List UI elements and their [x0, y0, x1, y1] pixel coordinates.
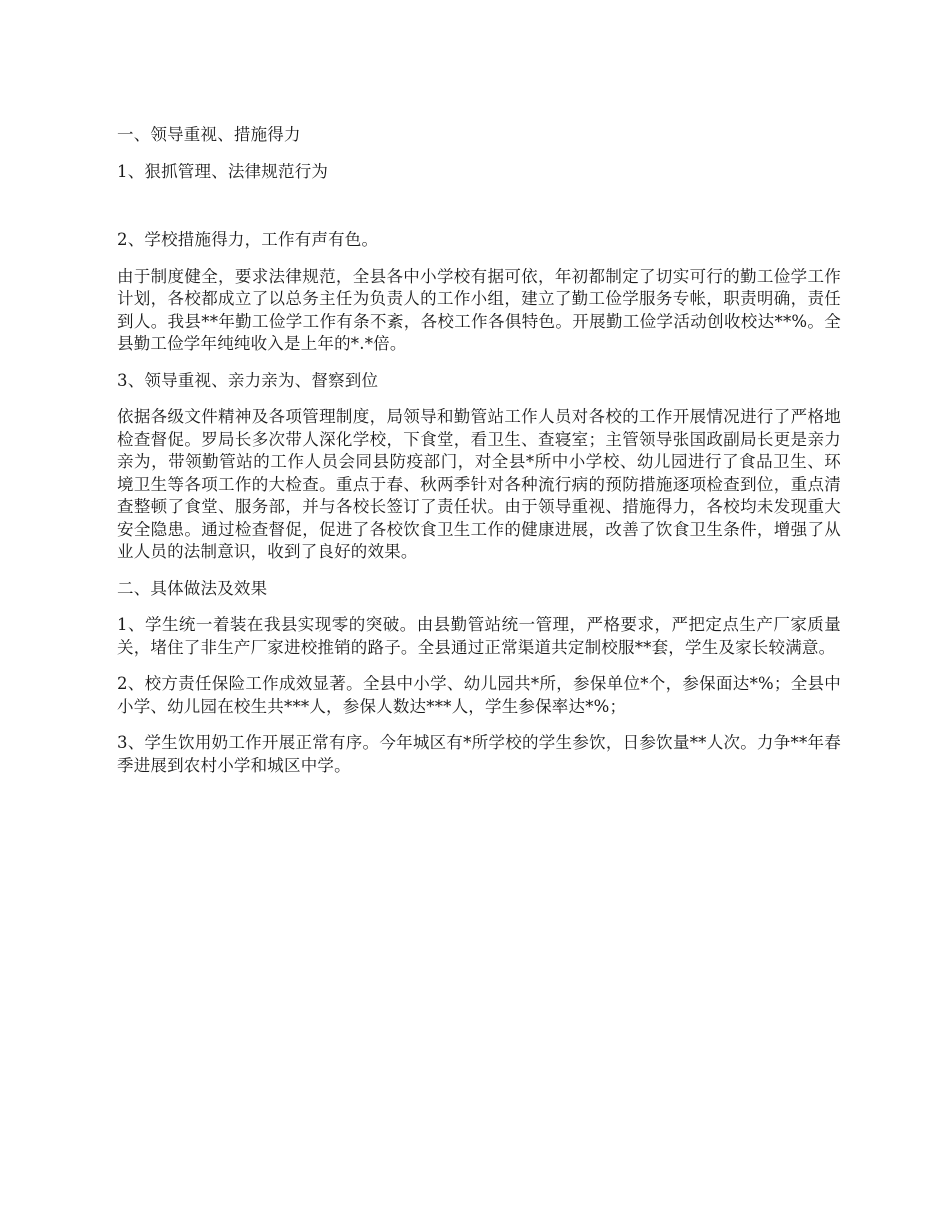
spacer	[117, 600, 841, 614]
item-3-paragraph: 依据各级文件精神及各项管理制度，局领导和勤管站工作人员对各校的工作开展情况进行了严格地检查督促。罗局长多次带人深化学校，下食堂，看卫生、查寝室；主管领导张国政副局长更是亲力亲为，带领勤管站的工作人员会同县防疫部门，对全县*所中小学校、幼儿园进行了食品卫生、环境卫生等各项工作的大检查。重点于春、秋两季针对各种流行病的预防措施逐项检查到位，重点清查整顿了食堂、服务部，并与各校长签订了责任状。由于领导重视、措施得力，各校均未发现重大安全隐患。通过检查督促，促进了各校饮食卫生工作的健康进展，改善了饮食卫生条件，增强了从业人员的法制意识，收到了良好的效果。	[117, 407, 841, 561]
spacer	[117, 183, 841, 229]
section-2-item-1-paragraph: 1、学生统一着装在我县实现零的突破。由县勤管站统一管理，严格要求，严把定点生产厂家质量关，堵住了非生产厂家进校推销的路子。全县通过正常渠道共定制校服**套，学生及家长较满意。	[117, 615, 841, 657]
spacer	[117, 356, 841, 370]
spacer	[117, 392, 841, 406]
spacer	[117, 252, 841, 266]
item-3-heading: 3、领导重视、亲力亲为、督察到位	[117, 370, 379, 390]
section-2-heading: 二、具体做法及效果	[117, 578, 268, 598]
spacer	[117, 659, 841, 673]
item-2-heading: 2、学校措施得力，工作有声有色。	[117, 230, 379, 249]
document-page	[117, 124, 841, 777]
section-2-item-2-paragraph: 2、校方责任保险工作成效显著。全县中小学、幼儿园共*所，参保单位*个，参保面达*%；全县中小学、幼儿园在校生共***人，参保人数达***人，学生参保率达*%；	[117, 674, 841, 716]
item-2-paragraph: 由于制度健全，要求法律规范，全县各中小学校有据可依，年初都制定了切实可行的勤工俭学工作计划，各校都成立了以总务主任为负责人的工作小组，建立了勤工俭学服务专帐，职责明确，责任到人。我县**年勤工俭学工作有条不紊，各校工作各俱特色。开展勤工俭学活动创收校达**%。全县勤工俭学年纯纯收入是上年的*.*倍。	[117, 266, 841, 353]
spacer	[117, 147, 841, 161]
spacer	[117, 564, 841, 578]
section-2-item-3-paragraph: 3、学生饮用奶工作开展正常有序。今年城区有*所学校的学生参饮，日参饮量**人次。力争**年春季进展到农村小学和城区中学。	[117, 733, 841, 775]
section-1-heading: 一、领导重视、措施得力	[117, 125, 301, 144]
spacer	[117, 718, 841, 732]
item-1-heading: 1、狠抓管理、法律规范行为	[117, 161, 329, 181]
